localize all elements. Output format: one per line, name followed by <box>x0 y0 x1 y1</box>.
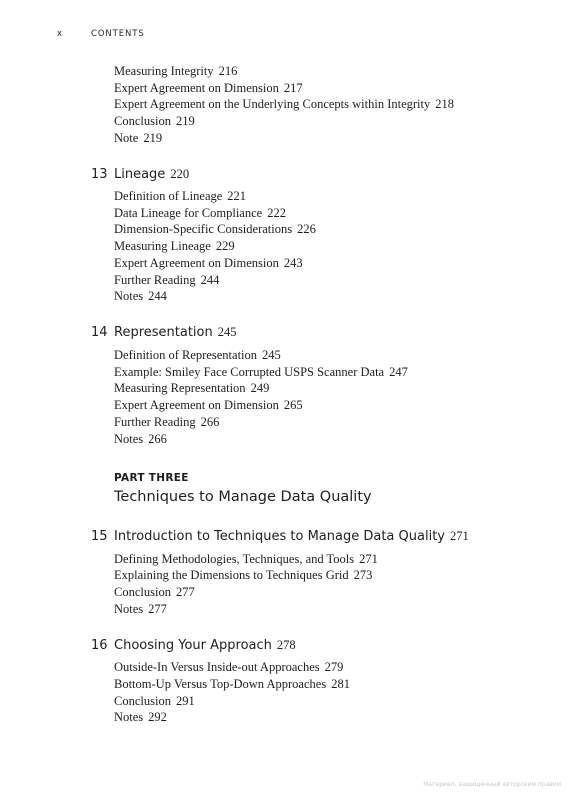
toc-entry-title: Conclusion <box>114 114 171 128</box>
toc-entry[interactable] <box>114 113 195 130</box>
part-title[interactable]: Techniques to Manage Data Quality <box>114 489 372 505</box>
toc-entry-title: Note <box>114 131 139 145</box>
toc-entry[interactable] <box>114 80 303 97</box>
toc-entry-page: 217 <box>283 81 303 95</box>
toc-entry[interactable] <box>114 221 316 238</box>
toc-entry[interactable] <box>114 584 195 601</box>
chapter-page: 220 <box>170 167 190 181</box>
chapter-number: 13 <box>91 167 108 182</box>
toc-entry-page: 266 <box>148 432 167 446</box>
chapter-number: 15 <box>91 529 108 544</box>
toc-entry-page: 249 <box>250 381 270 395</box>
toc-entry-title: Definition of Lineage <box>114 189 223 203</box>
toc-entry-title: Notes <box>114 710 144 724</box>
toc-entry[interactable] <box>114 347 281 364</box>
header-section-title: CONTENTS <box>91 29 145 39</box>
header-page-number: x <box>57 29 63 39</box>
toc-entry-page: 277 <box>175 585 195 599</box>
toc-entry-title: Definition of Representation <box>114 348 258 362</box>
toc-entry-page: 271 <box>359 552 378 566</box>
toc-entry-title: Outside-In Versus Inside-out Approaches <box>114 660 320 674</box>
toc-entry-title: Expert Agreement on the Underlying Concepts within Integrity <box>114 97 431 111</box>
toc-entry-page: 229 <box>215 239 235 253</box>
toc-entry-page: 292 <box>148 710 167 724</box>
toc-entry-page: 279 <box>324 660 344 674</box>
toc-entry[interactable] <box>114 431 167 448</box>
toc-entry[interactable] <box>114 676 350 693</box>
toc-entry-title: Expert Agreement on Dimension <box>114 81 279 95</box>
toc-entry-title: Further Reading <box>114 273 196 287</box>
toc-entry-title: Explaining the Dimensions to Techniques Grid <box>114 568 349 582</box>
toc-entry-title: Dimension-Specific Considerations <box>114 222 293 236</box>
toc-entry-title: Example: Smiley Face Corrupted USPS Scanner Data <box>114 365 385 379</box>
toc-entry[interactable] <box>114 96 454 113</box>
toc-entry-page: 226 <box>297 222 316 236</box>
toc-entry-page: 216 <box>218 64 238 78</box>
chapter-title: Lineage <box>114 167 166 182</box>
toc-entry-title: Data Lineage for Compliance <box>114 206 263 220</box>
toc-entry-page: 221 <box>227 189 247 203</box>
toc-entry-page: 222 <box>267 206 286 220</box>
toc-entry-page: 265 <box>283 398 303 412</box>
toc-entry-title: Measuring Integrity <box>114 64 214 78</box>
chapter-number: 16 <box>91 638 108 653</box>
toc-entry[interactable] <box>114 397 303 414</box>
toc-entry[interactable] <box>114 288 167 305</box>
toc-entry-page: 291 <box>175 694 195 708</box>
toc-entry-title: Measuring Representation <box>114 381 246 395</box>
toc-entry-title: Further Reading <box>114 415 196 429</box>
copyright-watermark: Материал, защищенный авторским правом <box>423 781 561 788</box>
toc-entry-page: 245 <box>262 348 281 362</box>
toc-entry-title: Conclusion <box>114 694 171 708</box>
toc-entry-page: 244 <box>200 273 220 287</box>
toc-entry-page: 266 <box>200 415 220 429</box>
toc-entry-page: 281 <box>331 677 350 691</box>
toc-entry[interactable] <box>114 601 167 618</box>
chapter-number: 14 <box>91 325 108 340</box>
chapter-page: 271 <box>449 529 469 543</box>
toc-entry[interactable] <box>114 238 235 255</box>
running-header <box>57 29 145 39</box>
toc-entry[interactable] <box>114 567 372 584</box>
toc-entry-page: 273 <box>353 568 373 582</box>
toc-entry-title: Notes <box>114 289 144 303</box>
toc-entry[interactable] <box>114 364 408 381</box>
toc-entry[interactable] <box>114 709 167 726</box>
toc-entry[interactable] <box>114 272 219 289</box>
toc-entry-title: Defining Methodologies, Techniques, and Tools <box>114 552 355 566</box>
toc-entry-title: Bottom-Up Versus Top-Down Approaches <box>114 677 327 691</box>
toc-entry-title: Conclusion <box>114 585 171 599</box>
toc-entry-title: Notes <box>114 602 144 616</box>
toc-entry-page: 218 <box>435 97 454 111</box>
toc-entry-title: Notes <box>114 432 144 446</box>
part-label: PART THREE <box>114 472 189 484</box>
toc-entry[interactable] <box>114 380 269 397</box>
toc-entry[interactable] <box>114 551 378 568</box>
toc-entry[interactable] <box>114 414 219 431</box>
toc-entry-page: 244 <box>148 289 167 303</box>
chapter-page: 278 <box>276 638 296 652</box>
toc-entry-page: 219 <box>143 131 163 145</box>
toc-entry-page: 243 <box>283 256 303 270</box>
toc-entry-page: 219 <box>175 114 195 128</box>
chapter-page: 245 <box>217 325 237 339</box>
toc-entry[interactable] <box>114 63 237 80</box>
toc-entry-page: 247 <box>389 365 408 379</box>
chapter-title: Choosing Your Approach <box>114 638 272 653</box>
toc-entry[interactable] <box>114 205 286 222</box>
chapter-title: Introduction to Techniques to Manage Data Quality <box>114 529 445 544</box>
toc-entry[interactable] <box>114 255 303 272</box>
toc-entry[interactable] <box>114 659 343 676</box>
chapter-title: Representation <box>114 325 213 340</box>
toc-entry[interactable] <box>114 693 195 710</box>
toc-entry-title: Expert Agreement on Dimension <box>114 398 279 412</box>
toc-entry-title: Expert Agreement on Dimension <box>114 256 279 270</box>
toc-entry-title: Measuring Lineage <box>114 239 211 253</box>
toc-entry-page: 277 <box>148 602 167 616</box>
toc-entry[interactable] <box>114 130 162 147</box>
toc-entry[interactable] <box>114 188 246 205</box>
